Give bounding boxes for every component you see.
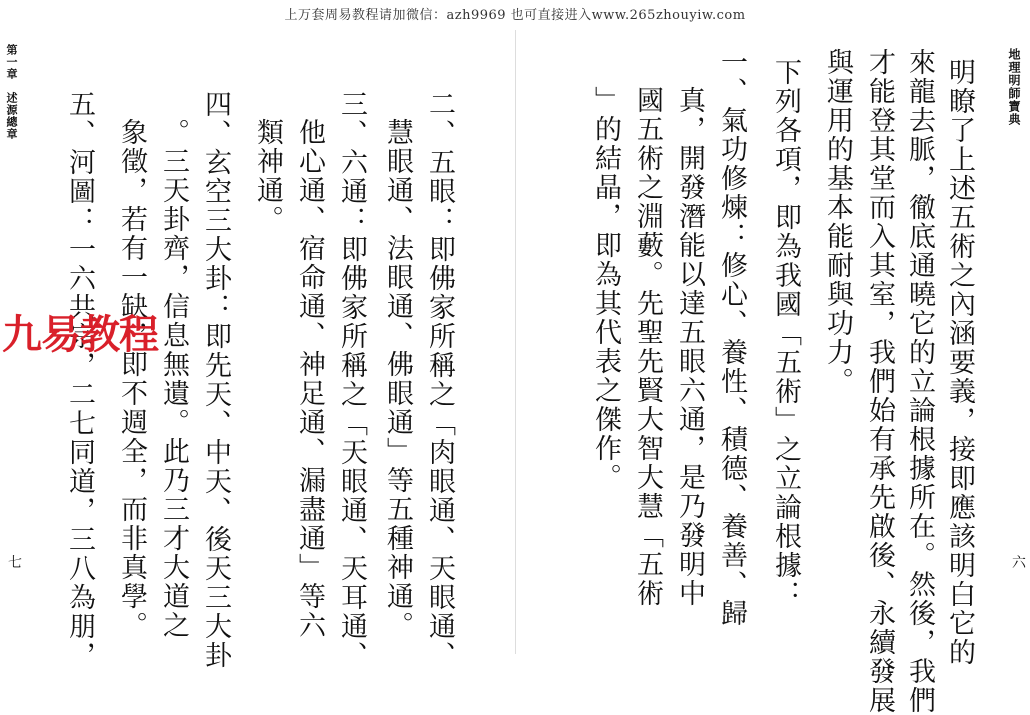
left-page-number: 七 bbox=[8, 555, 22, 571]
left-text-column-8: 象徵，若有一缺，即不週全，而非真學。 bbox=[116, 118, 147, 640]
right-text-column-4: 與運用的基本能耐與功力。 bbox=[822, 48, 853, 396]
right-text-column-6: 一、氣功修煉：修心、養性、積德、養善、歸 bbox=[716, 48, 747, 628]
right-text-column-3: 才能登其堂而入其室，我們始有承先啟後、永續發展 bbox=[864, 48, 895, 715]
left-text-column-3: 三、六通：即佛家所稱之「天眼通、天耳通、 bbox=[336, 90, 367, 670]
left-text-column-9: 五、河圖：一六共宗，二七同道，三八為朋， bbox=[64, 90, 95, 670]
left-text-column-6: 四、玄空三大卦：即先天、中天、後天三大卦 bbox=[200, 90, 231, 670]
brand-watermark-logo: 九易教程 bbox=[2, 312, 158, 358]
right-text-column-7: 真，開發潛能以達五眼六通，是乃發明中 bbox=[674, 86, 705, 608]
left-text-column-1: 二、五眼：即佛家所稱之「肉眼通、天眼通、 bbox=[424, 90, 455, 670]
left-text-column-2: 慧眼通、法眼通、佛眼通」等五種神通。 bbox=[382, 118, 413, 640]
right-text-column-8: 國五術之淵藪。先聖先賢大智大慧「五術 bbox=[632, 86, 663, 608]
book-title-header: 地理明師寶典 bbox=[1007, 48, 1021, 126]
left-text-column-7: 。三天卦齊，信息無遺。此乃三才大道之 bbox=[158, 118, 189, 640]
right-text-column-2: 來龍去脈，徹底通曉它的立論根據所在。然後，我們 bbox=[904, 48, 935, 715]
left-text-column-5: 類神通。 bbox=[252, 118, 283, 234]
right-text-column-1: 明瞭了上述五術之內涵要義，接即應該明白它的 bbox=[944, 58, 975, 667]
top-watermark-text: 上万套周易教程请加微信：azh9969 也可直接进入www.265zhouyiw.com bbox=[284, 8, 746, 23]
right-page-number: 六 bbox=[1012, 555, 1026, 571]
left-text-column-4: 他心通、宿命通、神足通、漏盡通」等六 bbox=[294, 118, 325, 640]
chapter-header: 第一章 述源總章 bbox=[5, 44, 18, 140]
right-text-column-9: 」的結晶，即為其代表之傑作。 bbox=[590, 86, 621, 492]
right-text-column-5: 下列各項，即為我國「五術」之立論根據： bbox=[770, 58, 801, 609]
page-gutter bbox=[515, 30, 516, 654]
